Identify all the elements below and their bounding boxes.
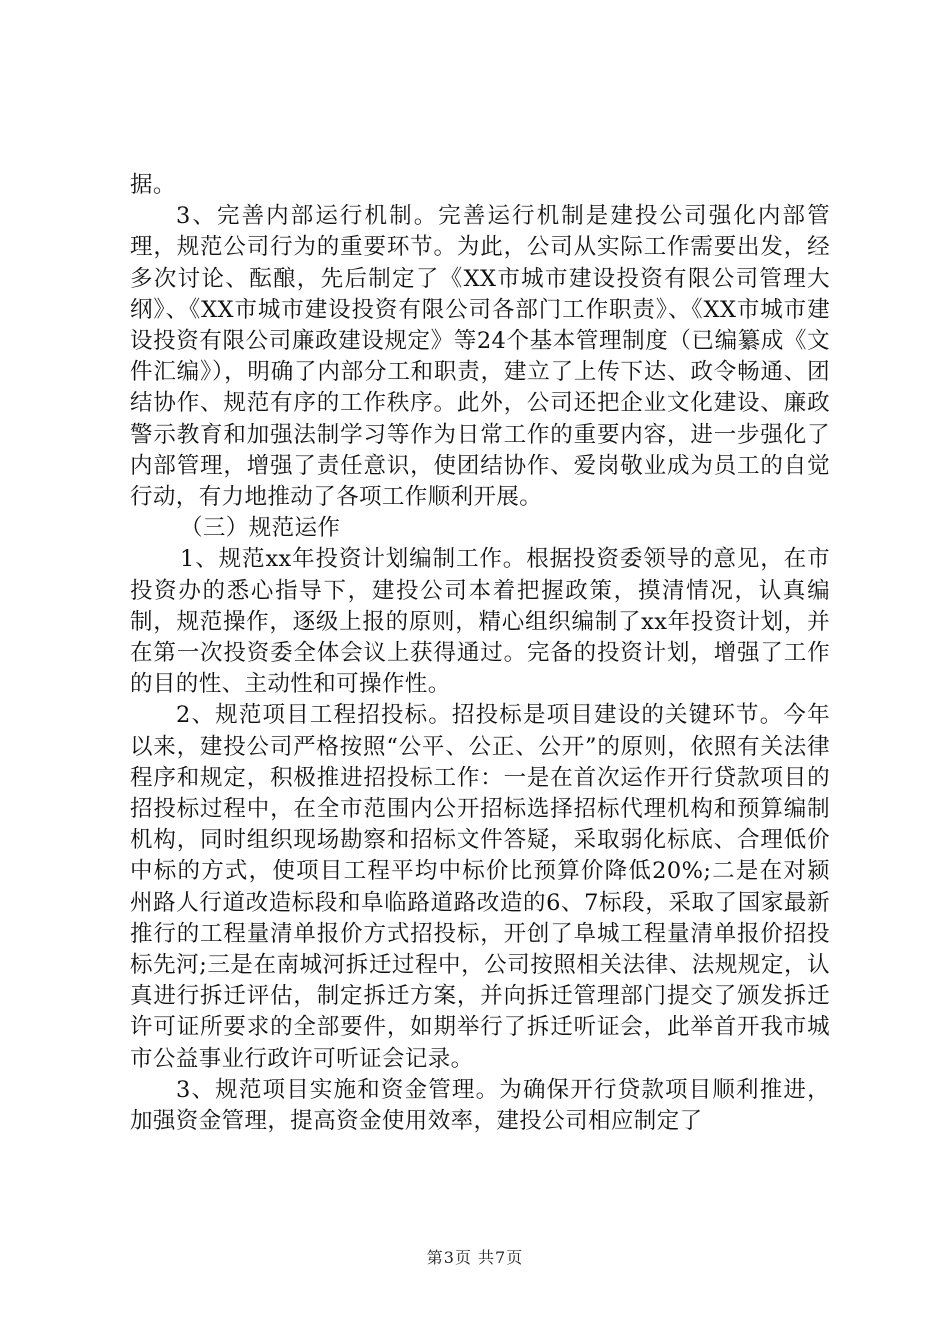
paragraph-internal-mechanism: 3、完善内部运行机制。完善运行机制是建投公司强化内部管理，规范公司行为的重要环节。为此，公司从实际工作需要出发，经多次讨论、酝酿，先后制定了《XX市城市建设投资有限公司管理大纲》、《XX市城市建设投资有限公司各部门工作职责》、《XX市城市建设投资有限公司廉政建设规定》等24个基本管理制度（已编纂成《文件汇编》），明确了内部分工和职责，建立了上传下达、政令畅通、团结协作、规范有序的工作秩序。此外，公司还把企业文化建设、廉政警示教育和加强法制学习等作为日常工作的重要内容，进一步强化了内部管理，增强了责任意识，使团结协作、爱岗敬业成为员工的自觉行动，有力地推动了各项工作顺利开展。 — [130, 203, 830, 511]
paragraph-continuation: 据。 — [130, 172, 176, 198]
document-body — [130, 170, 830, 1137]
paragraph-bidding: 2、规范项目工程招投标。招投标是项目建设的关键环节。今年以来，建投公司严格按照“公平、公正、公开”的原则，依照有关法律程序和规定，积极推进招投标工作：一是在首次运作开行贷款项目的招投标过程中，在全市范围内公开招标选择招标代理机构和预算编制机构，同时组织现场勘察和招标文件答疑，采取弱化标底、合理低价中标的方式，使项目工程平均中标价比预算价降低20%;二是在对颍州路人行道改造标段和阜临路道路改造的6、7标段，采取了国家最新推行的工程量清单报价方式招投标，开创了阜城工程量清单报价招投标先河;三是在南城河拆迁过程中，公司按照相关法律、法规规定，认真进行拆迁评估，制定拆迁方案，并向拆迁管理部门提交了颁发拆迁许可证所要求的全部要件，如期举行了拆迁听证会，此举首开我市城市公益事业行政许可听证会记录。 — [130, 702, 830, 1072]
section-heading-standardized-operation: （三）规范运作 — [180, 515, 341, 542]
paragraph-investment-plan: 1、规范xx年投资计划编制工作。根据投资委领导的意见，在市投资办的悉心指导下，建投公司本着把握政策，摸清情况，认真编制，规范操作，逐级上报的原则，精心组织编制了xx年投资计划，并在第一次投资委全体会议上获得通过。完备的投资计划，增强了工作的目的性、主动性和可操作性。 — [130, 546, 830, 698]
page-footer: 第3页 共7页 — [426, 1248, 524, 1267]
paragraph-fund-management: 3、规范项目实施和资金管理。为确保开行贷款项目顺利推进，加强资金管理，提高资金使用效率，建投公司相应制定了 — [130, 1076, 830, 1135]
